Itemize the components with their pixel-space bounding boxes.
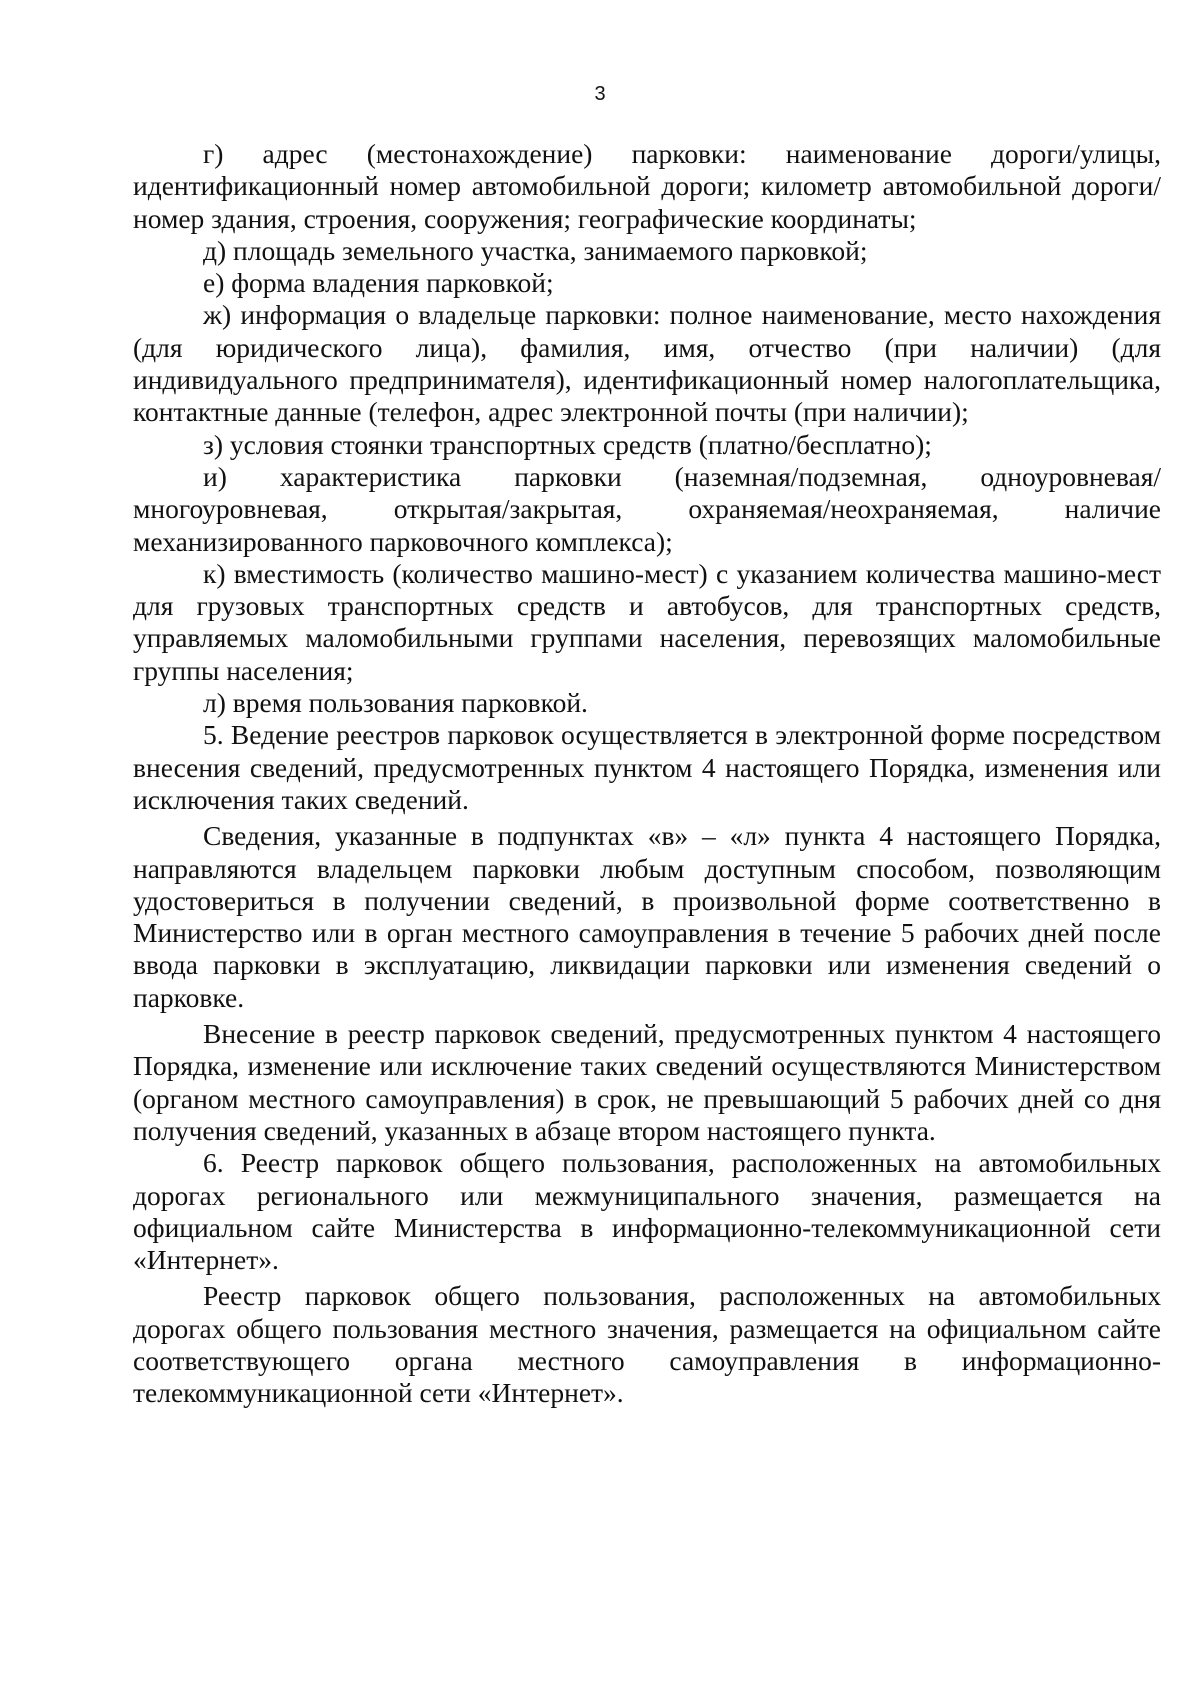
paragraph-d-land-area: д) площадь земельного участка, занимаемого парковкой; <box>203 234 868 266</box>
paragraph-6-local-registry: Реестр парковок общего пользования, расположенных на автомобильных дорогах общего пользования местного значения, размещается на официальном сайте соответствующего органа местного самоуправления в информационно-телекоммуникационной сети «Интернет». <box>133 1280 1161 1409</box>
paragraph-i-characteristics: и) характеристика парковки (наземная/подземная, одноуровневая/многоуровневая, открытая/закрытая, охраняемая/неохраняемая, наличие механизированного парковочного комплекса); <box>133 460 1161 557</box>
paragraph-k-capacity: к) вместимость (количество машино-мест) с указанием количества машино-мест для грузовых транспортных средств и автобусов, для транспортных средств, управляемых маломобильными группами населения, перевозящих маломобильные группы населения; <box>133 557 1161 686</box>
paragraph-6-regional-registry: 6. Реестр парковок общего пользования, расположенных на автомобильных дорогах регионального или межмуниципального значения, размещается на официальном сайте Министерства в информационно-телекоммуникационной сети «Интернет». <box>133 1147 1161 1276</box>
document-body <box>133 138 1161 1410</box>
paragraph-z-parking-conditions: з) условия стоянки транспортных средств (платно/бесплатно); <box>203 428 932 460</box>
paragraph-e-ownership-form: е) форма владения парковкой; <box>203 267 554 299</box>
page-number: 3 <box>594 83 606 105</box>
paragraph-zh-owner-info: ж) информация о владельце парковки: полное наименование, место нахождения (для юридического лица), фамилия, имя, отчество (при наличии) (для индивидуального предпринимателя), идентификационный номер налогоплательщика, контактные данные (телефон, адрес электронной почты (при наличии); <box>133 299 1161 428</box>
paragraph-g-address: г) адрес (местонахождение) парковки: наименование дороги/улицы, идентификационный номер автомобильной дороги; километр автомобильной дороги/номер здания, строения, сооружения; географические координаты; <box>133 138 1161 234</box>
paragraph-5-registry-entry: Внесение в реестр парковок сведений, предусмотренных пунктом 4 настоящего Порядка, изменение или исключение таких сведений осуществляются Министерством (органом местного самоуправления) в срок, не превышающий 5 рабочих дней со дня получения сведений, указанных в абзаце втором настоящего пункта. <box>133 1018 1161 1146</box>
paragraph-5-registry-maintenance: 5. Ведение реестров парковок осуществляется в электронной форме посредством внесения сведений, предусмотренных пунктом 4 настоящего Порядка, изменения или исключения таких сведений. <box>133 719 1161 815</box>
paragraph-l-usage-time: л) время пользования парковкой. <box>203 687 588 719</box>
paragraph-5-information-submission: Сведения, указанные в подпунктах «в» – «л» пункта 4 настоящего Порядка, направляются владельцем парковки любым доступным способом, позволяющим удостовериться в получении сведений, в произвольной форме соответственно в Министерство или в орган местного самоуправления в течение 5 рабочих дней после ввода парковки в эксплуатацию, ликвидации парковки или изменения сведений о парковке. <box>133 820 1161 1013</box>
